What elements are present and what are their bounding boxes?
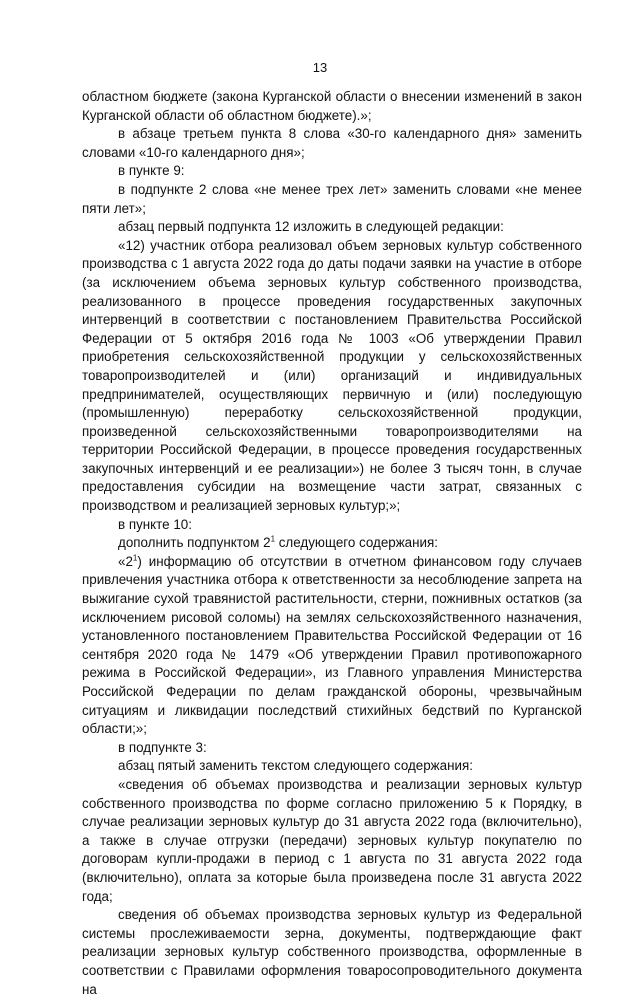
- paragraph-13: сведения об объемах производства зерновых культур из Федеральной системы прослеживаемости зерна, документы, подтверждающие факт реализации зерновых культур собственного производства, оформленные в соответствии с Правилами оформления товаросопроводительного документа на: [82, 907, 582, 997]
- document-body: [82, 88, 582, 999]
- paragraph-9: [82, 553, 582, 739]
- paragraph-3: в пункте 9:: [118, 163, 185, 179]
- paragraph-10: в подпункте 3:: [118, 739, 207, 755]
- paragraph-5: абзац первый подпункта 12 изложить в следующей редакции:: [118, 219, 504, 235]
- paragraph-12: «сведения об объемах производства и реализации зерновых культур собственного производства по форме согласно приложению 5 к Порядку, в случае реализации зерновых культур до 31 августа 2022 года (включительно), а также в случае отгрузки (передачи) зерновых культур покупателю по договорам купли-продажи в период с 1 августа по 31 августа 2022 года (включительно), оплата за которые была произведена после 31 августа 2022 года;: [82, 776, 582, 904]
- page-number: 13: [312, 60, 328, 75]
- paragraph-2: в абзаце третьем пункта 8 слова «30-го календарного дня» заменить словами «10-го календарного дня»;: [82, 126, 582, 160]
- paragraph-8-superscript: 1: [270, 534, 276, 544]
- paragraph-8: [82, 534, 582, 553]
- paragraph-1: областном бюджете (закона Курганской области о внесении изменений в закон Курганской области об областном бюджете).»;: [82, 89, 582, 123]
- paragraph-9-text-rest: ) информацию об отсутствии в отчетном финансовом году случаев привлечения участника отбора к ответственности за несоблюдение запрета на выжигание сухой травянистой растительности, стерни, пожнивных остатков (за исключением рисовой соломы) на землях сельскохозяйственного назначения, установленного постановлением Правительства Российской Федерации от 16 сентября 2020 года № 1479 «Об утверждении Правил противопожарного режима в Российской Федерации», из Главного управления Министерства Российской Федерации по делам гражданской обороны, чрезвычайным ситуациям и ликвидации последствий стихийных бедствий по Курганской области;»;: [82, 553, 582, 737]
- paragraph-11: абзац пятый заменить текстом следующего содержания:: [118, 758, 473, 774]
- paragraph-6: «12) участник отбора реализовал объем зерновых культур собственного производства с 1 августа 2022 года до даты подачи заявки на участие в отборе (за исключением объема зерновых культур собственного производства, реализованного в процессе проведения государственных закупочных интервенций в соответствии с постановлением Правительства Российской Федерации от 5 октября 2016 года № 1003 «Об утверждении Правил приобретения сельскохозяйственной продукции у сельскохозяйственных товаропроизводителей и (или) организаций и индивидуальных предпринимателей, осуществляющих первичную и (или) последующую (промышленную) переработку сельскохозяйственной продукции, произведенной сельскохозяйственными товаропроизводителями на территории Российской Федерации, в процессе проведения государственных закупочных интервенций и ее реализации») не более 3 тысяч тонн, в случае предоставления субсидии на возмещение части затрат, связанных с производством и реализацией зерновых культур;»;: [82, 237, 582, 514]
- paragraph-7: в пункте 10:: [118, 516, 192, 532]
- paragraph-9-superscript: 1: [132, 553, 138, 563]
- paragraph-4: в подпункте 2 слова «не менее трех лет» заменить словами «не менее пяти лет»;: [82, 181, 582, 216]
- paragraph-9-text-open: «2: [118, 553, 133, 569]
- paragraph-8-text-before: дополнить подпунктом 2: [118, 535, 271, 551]
- paragraph-8-text-after: следующего содержания:: [275, 535, 438, 551]
